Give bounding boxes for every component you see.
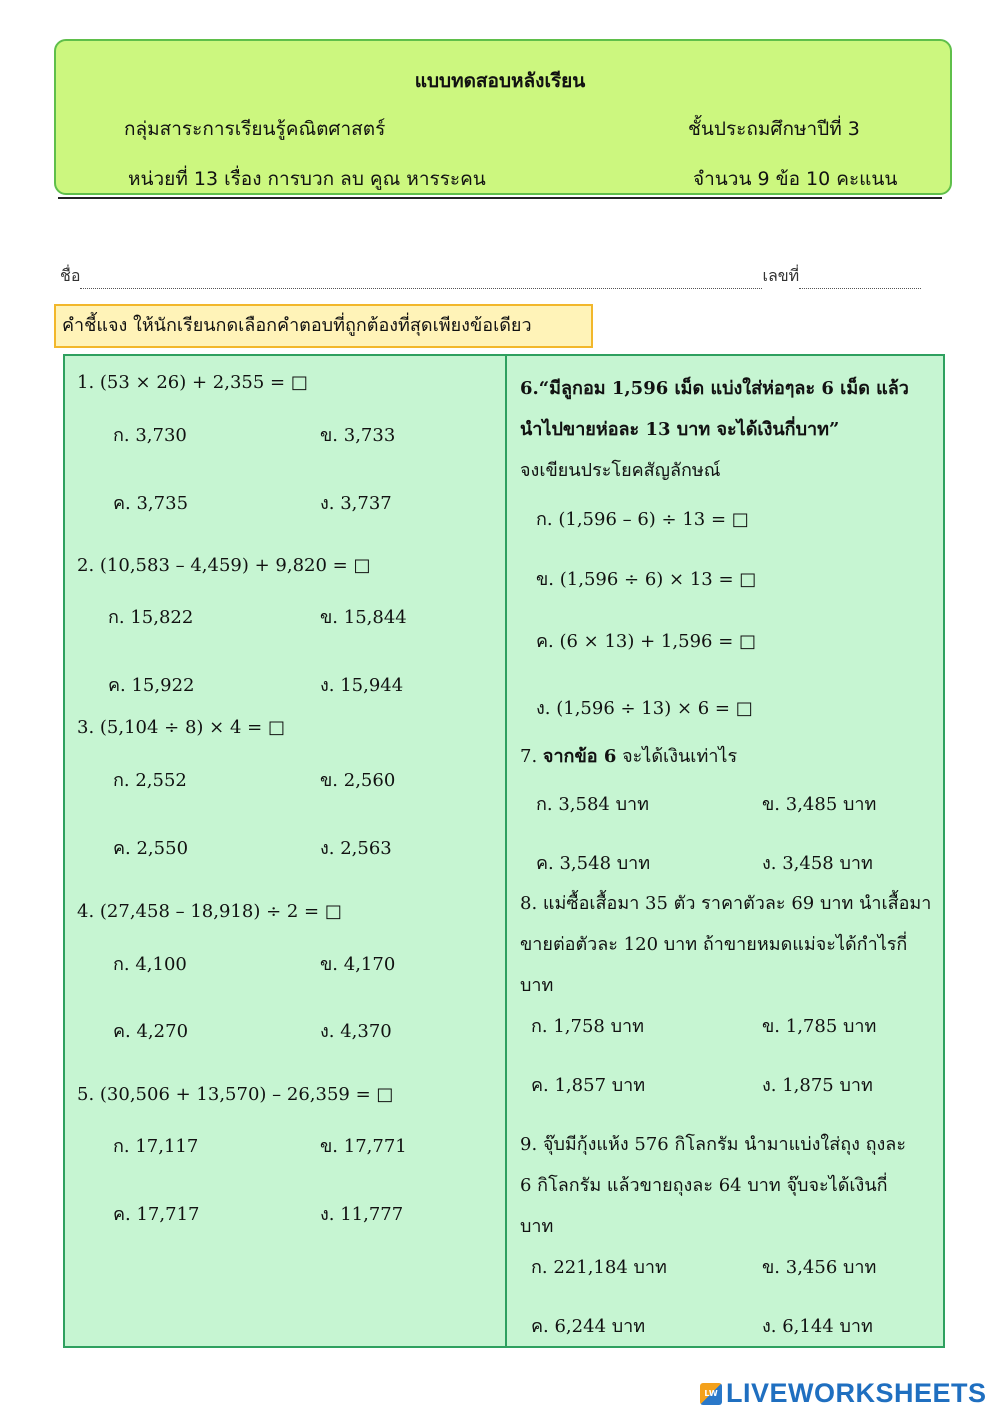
liveworksheets-logo[interactable]: [700, 1378, 987, 1408]
q5-option-c[interactable]: ค. 17,717: [113, 1204, 200, 1225]
instruction-box: คำชี้แจง ให้นักเรียนกดเลือกคำตอบที่ถูกต้องที่สุดเพียงข้อเดียว: [54, 304, 593, 348]
q2-option-a[interactable]: ก. 15,822: [108, 607, 194, 628]
question-9-stem-line-3: บาท: [520, 1216, 554, 1237]
q5-option-b[interactable]: ข. 17,771: [320, 1136, 407, 1157]
question-6-stem-line-2: นำไปขายห่อละ 13 บาท จะได้เงินกี่บาท”: [520, 419, 840, 440]
header-divider: [58, 197, 942, 199]
q4-option-d[interactable]: ง. 4,370: [320, 1021, 392, 1042]
unit-label: หน่วยที่ 13 เรื่อง การบวก ลบ คูณ หารระคน: [128, 168, 486, 190]
question-7-number: 7.: [520, 746, 543, 767]
q7-option-b[interactable]: ข. 3,485 บาท: [762, 794, 877, 815]
q3-option-b[interactable]: ข. 2,560: [320, 770, 396, 791]
q6-option-d[interactable]: ง. (1,596 ÷ 13) × 6 = □: [536, 698, 753, 719]
page-title: แบบทดสอบหลังเรียน: [414, 70, 586, 92]
q8-option-a[interactable]: ก. 1,758 บาท: [531, 1016, 644, 1037]
subject-label: กลุ่มสาระการเรียนรู้คณิตศาสตร์: [124, 118, 386, 140]
grade-label: ชั้นประถมศึกษาปีที่ 3: [688, 118, 860, 140]
q9-option-c[interactable]: ค. 6,244 บาท: [531, 1316, 646, 1337]
question-3-stem: 3. (5,104 ÷ 8) × 4 = □: [77, 717, 285, 738]
count-label: จำนวน 9 ข้อ 10 คะแนน: [693, 168, 898, 190]
liveworksheets-logo-icon: LW: [700, 1383, 722, 1405]
question-8-stem-line-1: 8. แม่ซื้อเสื้อมา 35 ตัว ราคาตัวละ 69 บาท นำเสื้อมา: [520, 893, 932, 914]
q4-option-b[interactable]: ข. 4,170: [320, 954, 396, 975]
q7-option-d[interactable]: ง. 3,458 บาท: [762, 853, 873, 874]
number-label: เลขที่: [762, 266, 800, 285]
question-8-stem-line-2: ขายต่อตัวละ 120 บาท ถ้าขายหมดแม่จะได้กำไรกี่: [520, 934, 908, 955]
q9-option-d[interactable]: ง. 6,144 บาท: [762, 1316, 873, 1337]
name-label: ชื่อ: [60, 266, 81, 285]
q9-option-b[interactable]: ข. 3,456 บาท: [762, 1257, 877, 1278]
question-9-stem-line-1: 9. จุ๊บมีกุ้งแห้ง 576 กิโลกรัม นำมาแบ่งใส่ถุง ถุงละ: [520, 1134, 906, 1155]
q3-option-c[interactable]: ค. 2,550: [113, 838, 189, 859]
q9-option-a[interactable]: ก. 221,184 บาท: [531, 1257, 667, 1278]
question-7-reference: จากข้อ 6: [542, 746, 617, 767]
liveworksheets-logo-text: LIVEWORKSHEETS: [726, 1378, 987, 1408]
name-line: [60, 264, 921, 289]
question-6-stem-line-3: จงเขียนประโยคสัญลักษณ์: [520, 460, 721, 481]
number-blank[interactable]: [799, 274, 921, 289]
q6-option-c[interactable]: ค. (6 × 13) + 1,596 = □: [536, 631, 756, 652]
q2-option-b[interactable]: ข. 15,844: [320, 607, 407, 628]
q1-option-b[interactable]: ข. 3,733: [320, 425, 396, 446]
q1-option-a[interactable]: ก. 3,730: [113, 425, 187, 446]
question-1-stem: 1. (53 × 26) + 2,355 = □: [77, 372, 308, 393]
q4-option-a[interactable]: ก. 4,100: [113, 954, 187, 975]
q1-option-d[interactable]: ง. 3,737: [320, 493, 392, 514]
q8-option-c[interactable]: ค. 1,857 บาท: [531, 1075, 646, 1096]
panel-divider: [505, 354, 507, 1348]
q8-option-b[interactable]: ข. 1,785 บาท: [762, 1016, 877, 1037]
question-7-stem: [520, 741, 737, 770]
q8-option-d[interactable]: ง. 1,875 บาท: [762, 1075, 873, 1096]
question-4-stem: 4. (27,458 – 18,918) ÷ 2 = □: [77, 901, 342, 922]
q7-option-a[interactable]: ก. 3,584 บาท: [536, 794, 649, 815]
q5-option-d[interactable]: ง. 11,777: [320, 1204, 404, 1225]
q2-option-d[interactable]: ง. 15,944: [320, 675, 404, 696]
question-8-stem-line-3: บาท: [520, 975, 554, 996]
q3-option-d[interactable]: ง. 2,563: [320, 838, 392, 859]
question-2-stem: 2. (10,583 – 4,459) + 9,820 = □: [77, 555, 371, 576]
q6-option-a[interactable]: ก. (1,596 – 6) ÷ 13 = □: [536, 509, 749, 530]
question-7-text: จะได้เงินเท่าไร: [616, 746, 738, 767]
question-6-stem-line-1: 6.“มีลูกอม 1,596 เม็ด แบ่งใส่ห่อๆละ 6 เม็ด แล้ว: [520, 378, 909, 399]
q3-option-a[interactable]: ก. 2,552: [113, 770, 187, 791]
q2-option-c[interactable]: ค. 15,922: [108, 675, 195, 696]
q6-option-b[interactable]: ข. (1,596 ÷ 6) × 13 = □: [536, 569, 757, 590]
question-9-stem-line-2: 6 กิโลกรัม แล้วขายถุงละ 64 บาท จุ๊บจะได้เงินกี่: [520, 1175, 888, 1196]
q7-option-c[interactable]: ค. 3,548 บาท: [536, 853, 651, 874]
q5-option-a[interactable]: ก. 17,117: [113, 1136, 199, 1157]
question-5-stem: 5. (30,506 + 13,570) – 26,359 = □: [77, 1084, 394, 1105]
q4-option-c[interactable]: ค. 4,270: [113, 1021, 189, 1042]
q1-option-c[interactable]: ค. 3,735: [113, 493, 189, 514]
name-blank[interactable]: [80, 274, 762, 289]
